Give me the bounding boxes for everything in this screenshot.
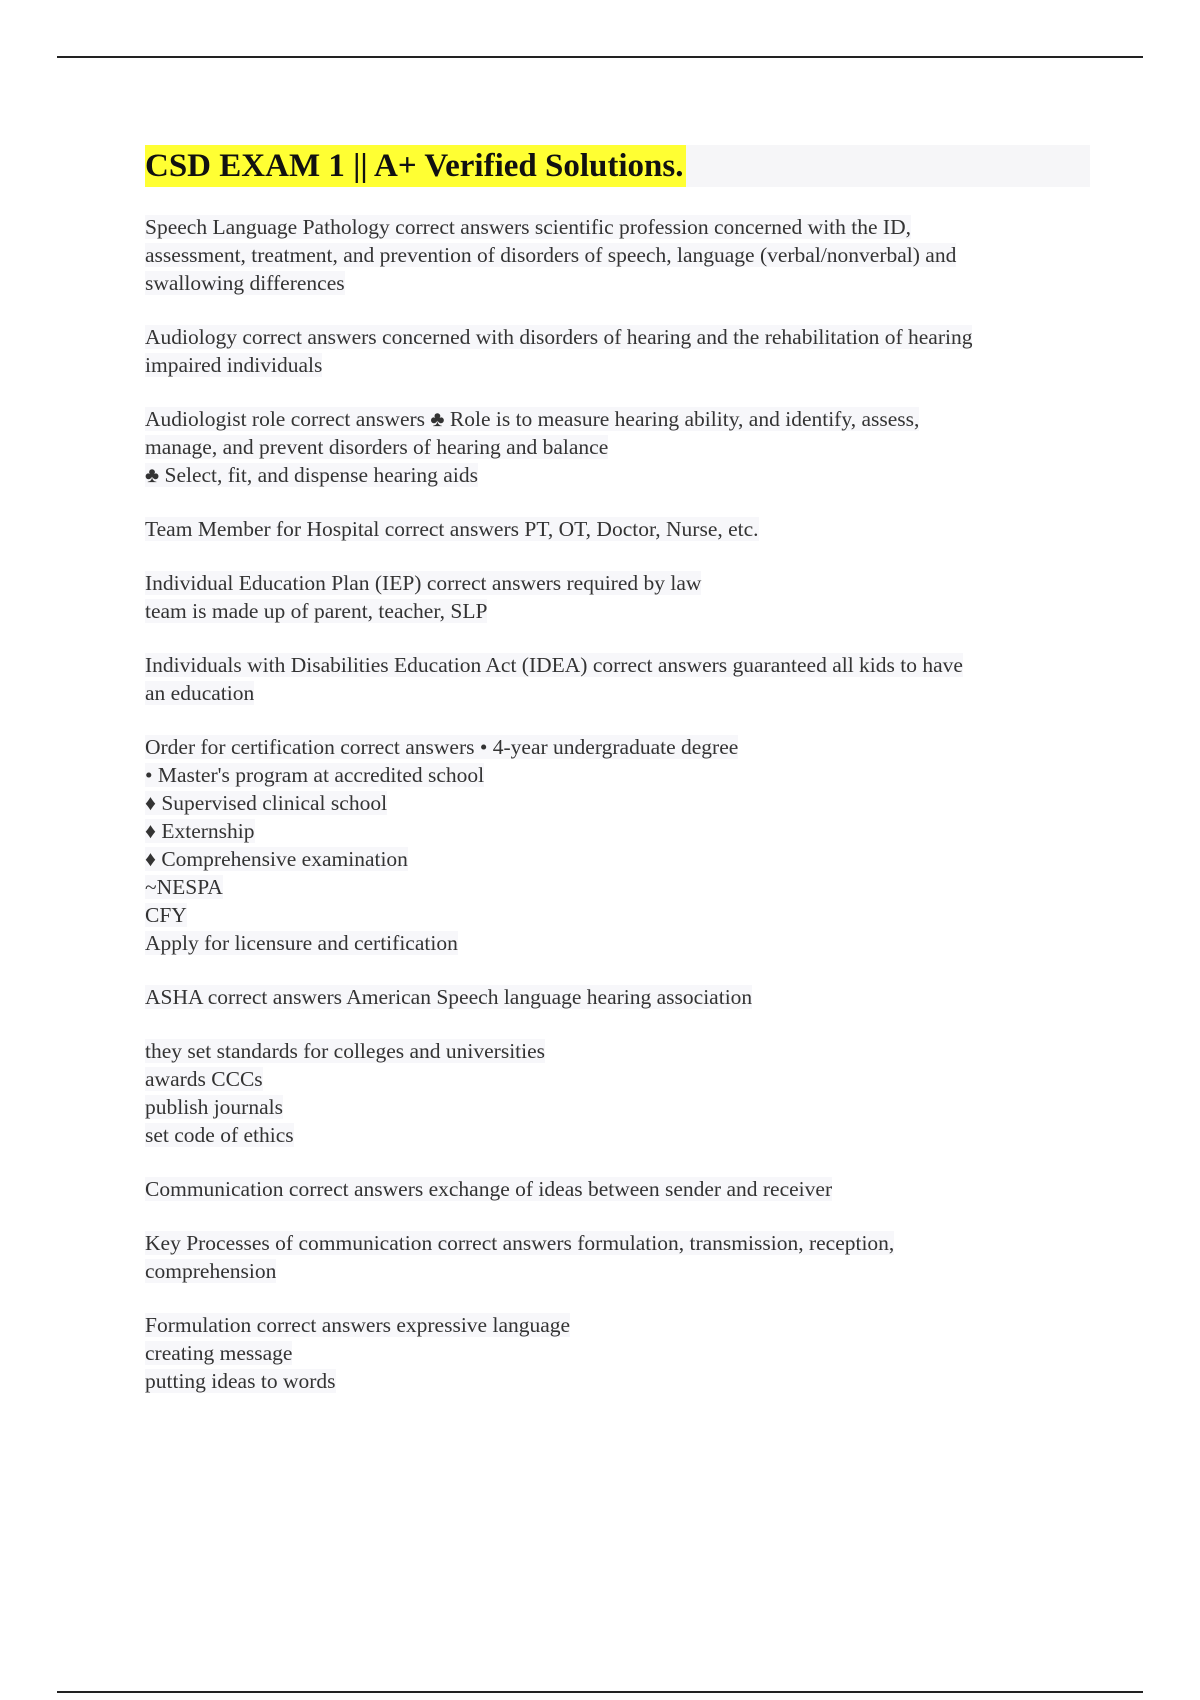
entry-line xyxy=(145,1175,1090,1203)
qa-entry xyxy=(145,515,1090,543)
document-body xyxy=(145,145,1090,1421)
entry-line xyxy=(145,241,1090,269)
entry-line xyxy=(145,1311,1090,1339)
qa-entry xyxy=(145,569,1090,625)
entry-line-text: Individuals with Disabilities Education Act (IDEA) correct answers guaranteed all kids to have xyxy=(145,653,963,677)
entry-line xyxy=(145,789,1090,817)
entry-line xyxy=(145,733,1090,761)
entry-line xyxy=(145,679,1090,707)
entry-line xyxy=(145,1339,1090,1367)
qa-entry xyxy=(145,1037,1090,1149)
entry-line-text: creating message xyxy=(145,1341,293,1365)
entry-line xyxy=(145,405,1090,433)
entry-line-text: putting ideas to words xyxy=(145,1369,336,1393)
entry-line-text: Team Member for Hospital correct answers PT, OT, Doctor, Nurse, etc. xyxy=(145,517,759,541)
entry-line-text: ♦ Externship xyxy=(145,819,255,843)
qa-entry xyxy=(145,651,1090,707)
entry-line xyxy=(145,597,1090,625)
entry-line-text: publish journals xyxy=(145,1095,283,1119)
entry-line-text: Formulation correct answers expressive language xyxy=(145,1313,571,1337)
entry-line xyxy=(145,1121,1090,1149)
entry-line xyxy=(145,1367,1090,1395)
entry-line-text: awards CCCs xyxy=(145,1067,263,1091)
entry-line-text: team is made up of parent, teacher, SLP xyxy=(145,599,488,623)
qa-entry xyxy=(145,213,1090,297)
document-title: CSD EXAM 1 || A+ Verified Solutions. xyxy=(145,145,686,187)
entry-line-text: Speech Language Pathology correct answers scientific profession concerned with the ID, xyxy=(145,215,911,239)
qa-entry xyxy=(145,733,1090,957)
entry-line-text: Order for certification correct answers • 4-year undergraduate degree xyxy=(145,735,739,759)
entry-line xyxy=(145,873,1090,901)
entry-line-text: Audiologist role correct answers ♣ Role is to measure hearing ability, and identify, assess, xyxy=(145,407,920,431)
entry-line-text: • Master's program at accredited school xyxy=(145,763,485,787)
qa-entry xyxy=(145,1229,1090,1285)
entry-line-text: ♣ Select, fit, and dispense hearing aids xyxy=(145,463,478,487)
entry-line xyxy=(145,983,1090,1011)
entry-line-text: Key Processes of communication correct answers formulation, transmission, reception, xyxy=(145,1231,895,1255)
entry-line-text: Individual Education Plan (IEP) correct answers required by law xyxy=(145,571,702,595)
entry-line xyxy=(145,323,1090,351)
entry-line xyxy=(145,651,1090,679)
entry-line xyxy=(145,213,1090,241)
entry-line xyxy=(145,1037,1090,1065)
entry-line-text: ♦ Comprehensive examination xyxy=(145,847,408,871)
qa-entry xyxy=(145,405,1090,489)
entry-line-text: Communication correct answers exchange of ideas between sender and receiver xyxy=(145,1177,833,1201)
entry-line xyxy=(145,515,1090,543)
entry-list xyxy=(145,213,1090,1395)
entry-line xyxy=(145,845,1090,873)
entry-line-text: set code of ethics xyxy=(145,1123,294,1147)
entry-line-text: manage, and prevent disorders of hearing and balance xyxy=(145,435,609,459)
entry-line-text: they set standards for colleges and universities xyxy=(145,1039,546,1063)
entry-line-text: comprehension xyxy=(145,1259,277,1283)
title-bar xyxy=(145,145,1090,187)
entry-line xyxy=(145,1229,1090,1257)
page-top-rule xyxy=(57,56,1143,58)
entry-line xyxy=(145,433,1090,461)
entry-line xyxy=(145,1093,1090,1121)
entry-line xyxy=(145,817,1090,845)
entry-line xyxy=(145,1065,1090,1093)
entry-line-text: assessment, treatment, and prevention of disorders of speech, language (verbal/nonverbal) and xyxy=(145,243,957,267)
qa-entry xyxy=(145,983,1090,1011)
entry-line xyxy=(145,929,1090,957)
entry-line-text: impaired individuals xyxy=(145,353,323,377)
entry-line xyxy=(145,351,1090,379)
qa-entry xyxy=(145,323,1090,379)
entry-line xyxy=(145,269,1090,297)
qa-entry xyxy=(145,1175,1090,1203)
entry-line xyxy=(145,901,1090,929)
entry-line-text: ASHA correct answers American Speech language hearing association xyxy=(145,985,753,1009)
entry-line-text: CFY xyxy=(145,903,187,927)
entry-line-text: Audiology correct answers concerned with disorders of hearing and the rehabilitation of hearing xyxy=(145,325,973,349)
entry-line xyxy=(145,761,1090,789)
entry-line-text: ~NESPA xyxy=(145,875,223,899)
entry-line xyxy=(145,569,1090,597)
entry-line-text: Apply for licensure and certification xyxy=(145,931,458,955)
entry-line-text: an education xyxy=(145,681,255,705)
entry-line xyxy=(145,461,1090,489)
entry-line-text: swallowing differences xyxy=(145,271,345,295)
qa-entry xyxy=(145,1311,1090,1395)
entry-line xyxy=(145,1257,1090,1285)
entry-line-text: ♦ Supervised clinical school xyxy=(145,791,388,815)
page-bottom-rule xyxy=(57,1691,1143,1693)
